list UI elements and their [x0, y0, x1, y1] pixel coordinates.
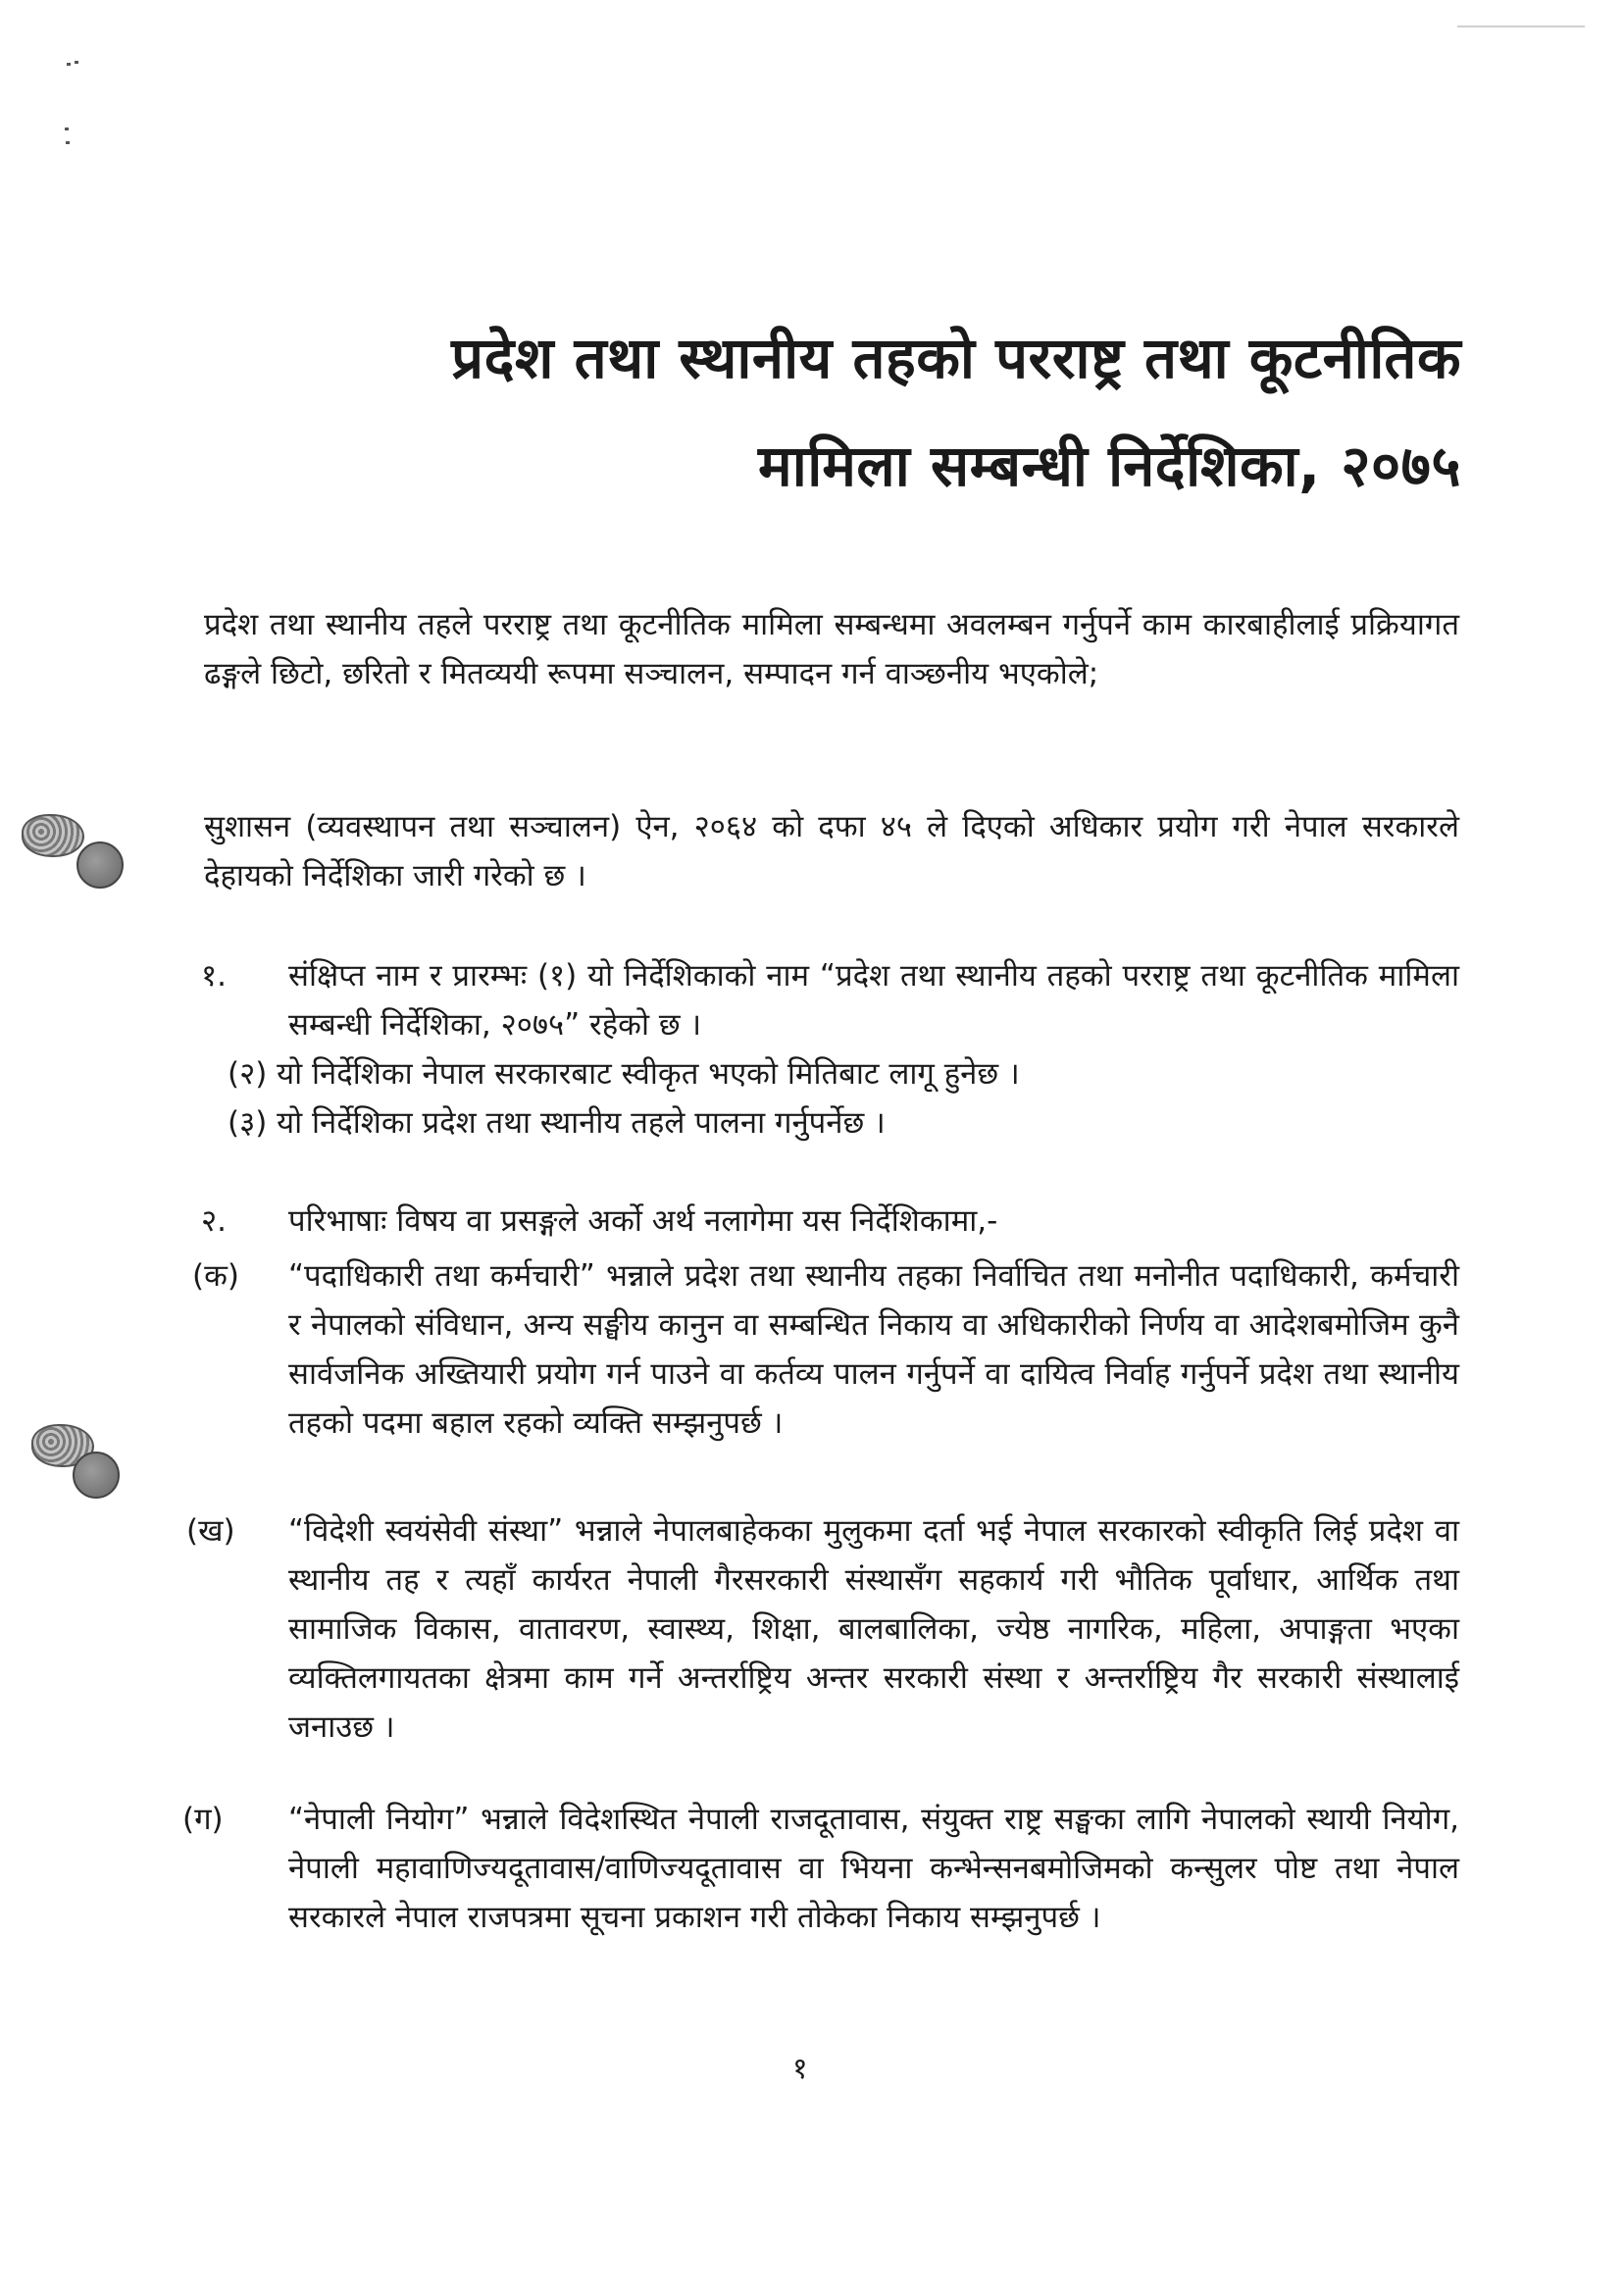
punch-hole: [73, 1452, 120, 1499]
clause-text: “विदेशी स्वयंसेवी संस्था” भन्नाले नेपालबाहेकका मुलुकमा दर्ता भई नेपाल सरकारको स्वीकृति लिई प्रदेश वा स्थानीय तह र त्यहाँ कार्यरत नेपाली गैरसरकारी संस्थासँग सहकार्य गरी भौतिक पूर्वाधार, आर्थिक तथा सामाजिक विकास, वातावरण, स्वास्थ्य, शिक्षा, बालबालिका, ज्येष्ठ नागरिक, महिला, अपाङ्गता भएका व्यक्तिलगायतका क्षेत्रमा काम गर्ने अन्तर्राष्ट्रिय अन्तर सरकारी संस्था र अन्तर्राष्ट्रिय गैर सरकारी संस्थालाई जनाउछ ।: [288, 1513, 1459, 1745]
punch-hole: [76, 841, 124, 889]
clause-label: (ग): [182, 1802, 224, 1837]
section-number: २.: [201, 1203, 227, 1239]
page-number: १: [792, 2052, 808, 2086]
document-title: [294, 304, 1461, 520]
clause-label: (क): [192, 1258, 239, 1294]
scan-artifact-line: [1457, 25, 1585, 27]
clause-label: (ख): [186, 1513, 235, 1549]
title-line-1: प्रदेश तथा स्थानीय तहको परराष्ट्र तथा कूटनीतिक: [451, 325, 1461, 391]
title-line-2: मामिला सम्बन्धी निर्देशिका, २०७५: [758, 433, 1461, 499]
subsection-text: (२) यो निर्देशिका नेपाल सरकारबाट स्वीकृत भएको मितिबाट लागू हुनेछ ।: [228, 1056, 1020, 1092]
clause-text: “नेपाली नियोग” भन्नाले विदेशस्थित नेपाली राजदूतावास, संयुक्त राष्ट्र सङ्घका लागि नेपालको स्थायी नियोग, नेपाली महावाणिज्यदूतावास/वाणिज्यदूतावास वा भियना कन्भेन्सनबमोजिमको कन्सुलर पोष्ट तथा नेपाल सरकारले नेपाल राजपत्रमा सूचना प्रकाशन गरी तोकेका निकाय सम्झनुपर्छ ।: [288, 1802, 1459, 1935]
scan-artifact-marks: [59, 59, 78, 157]
preamble-paragraph: प्रदेश तथा स्थानीय तहले परराष्ट्र तथा कूटनीतिक मामिला सम्बन्धमा अवलम्बन गर्नुपर्ने काम कारबाहीलाई प्रक्रियागत ढङ्गले छिटो, छरितो र मितव्ययी रूपमा सञ्चालन, सम्पादन गर्न वाञ्छनीय भएकोले;: [204, 607, 1459, 691]
preamble-paragraph: सुशासन (व्यवस्थापन तथा सञ्चालन) ऐन, २०६४ को दफा ४५ ले दिएको अधिकार प्रयोग गरी नेपाल सरकारले देहायको निर्देशिका जारी गरेको छ ।: [204, 809, 1459, 893]
section-heading: परिभाषाः विषय वा प्रसङ्गले अर्को अर्थ नलागेमा यस निर्देशिकामा,-: [288, 1203, 998, 1239]
clause-text: “पदाधिकारी तथा कर्मचारी” भन्नाले प्रदेश तथा स्थानीय तहका निर्वाचित तथा मनोनीत पदाधिकारी, कर्मचारी र नेपालको संविधान, अन्य सङ्घीय कानुन वा सम्बन्धित निकाय वा अधिकारीको निर्णय वा आदेशबमोजिम कुनै सार्वजनिक अख्तियारी प्रयोग गर्न पाउने वा कर्तव्य पालन गर्नुपर्ने वा दायित्व निर्वाह गर्नुपर्ने प्रदेश तथा स्थानीय तहको पदमा बहाल रहको व्यक्ति सम्झनुपर्छ ।: [288, 1258, 1459, 1441]
punch-hole-blot: [22, 814, 84, 857]
section-number: १.: [201, 958, 227, 994]
section-text: संक्षिप्त नाम र प्रारम्भः (१) यो निर्देशिकाको नाम “प्रदेश तथा स्थानीय तहको परराष्ट्र तथा कूटनीतिक मामिला सम्बन्धी निर्देशिका, २०७५” रहेको छ ।: [288, 958, 1459, 1043]
subsection-text: (३) यो निर्देशिका प्रदेश तथा स्थानीय तहले पालना गर्नुपर्नेछ ।: [228, 1105, 886, 1141]
